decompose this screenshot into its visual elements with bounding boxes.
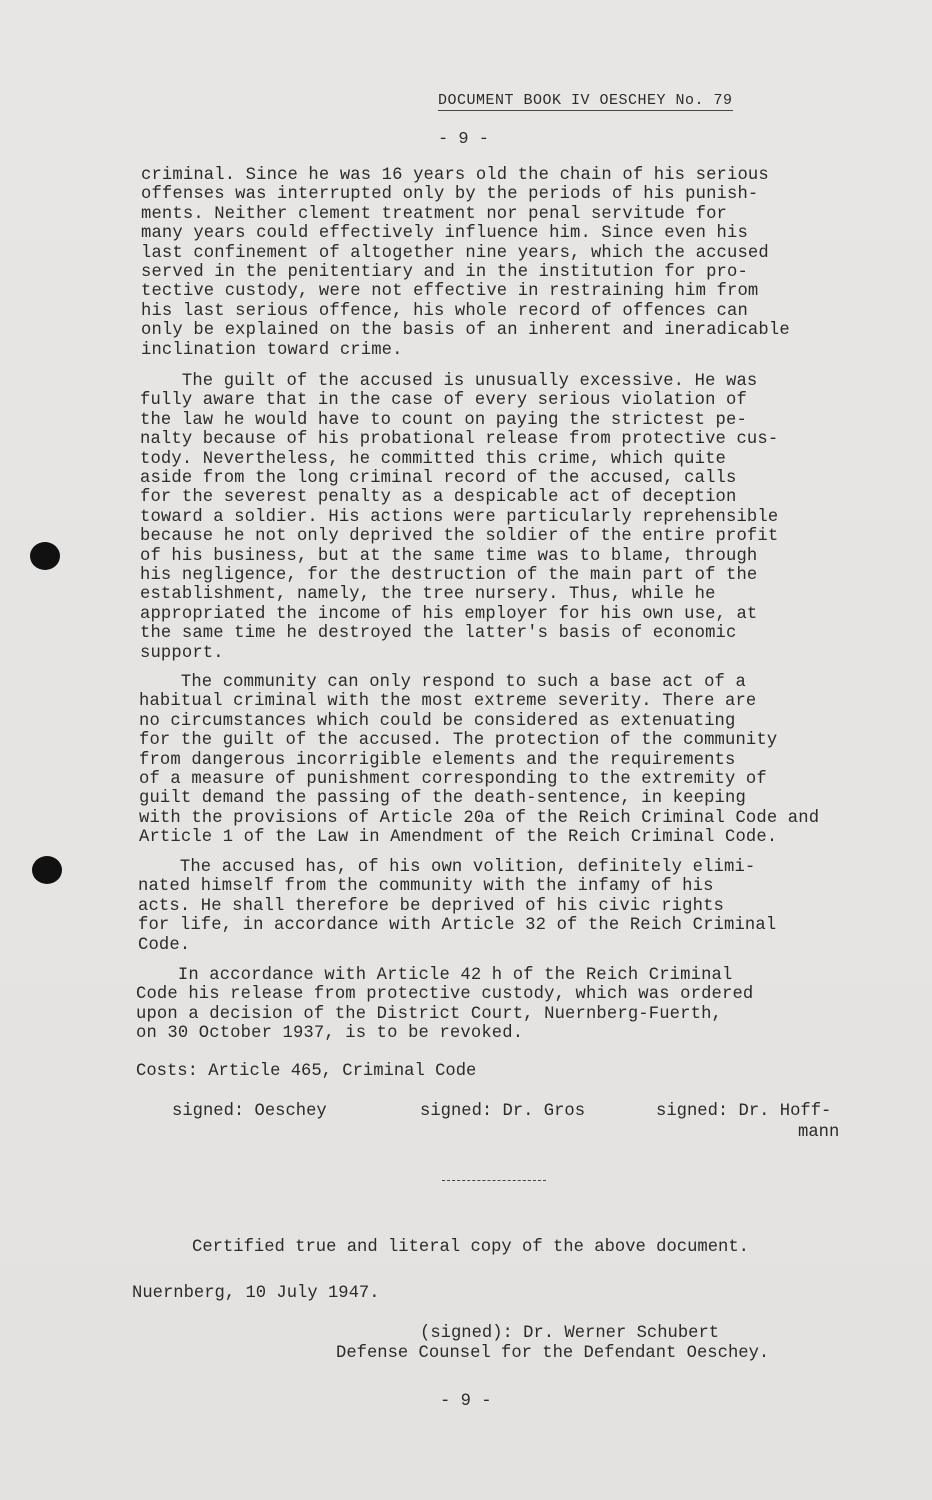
paragraph-3: The community can only respond to such a base act of a habitual criminal with the most extreme severity. There are no circumstances which could be considered as extenuating for the guilt of the accused. The protection of the community from dangerous incorrigible elements and the requirements of a measure of punishment corresponding to the extremity of guilt demand the passing of the death-sentence, in keeping with the provisions of Article 20a of the Reich Criminal Code and Article 1 of the Law in Amendment of the Reich Criminal Code. [139, 673, 820, 848]
signature-hoffmann-continued: mann [798, 1123, 840, 1142]
place-and-date: Nuernberg, 10 July 1947. [132, 1284, 380, 1303]
certification-statement: Certified true and literal copy of the above document. [192, 1238, 749, 1257]
certifier-role: Defense Counsel for the Defendant Oeschey. [336, 1344, 770, 1363]
certifier-signature: (signed): Dr. Werner Schubert [420, 1324, 720, 1343]
page-number-bottom: - 9 - [440, 1392, 492, 1411]
paragraph-1: criminal. Since he was 16 years old the chain of his serious offenses was interrupted only by the periods of his punish- ments. Neither clement treatment nor penal servitude for many years could effectively influence him. Since even his last confinement of altogether nine years, which the accused served in the penitentiary and in the institution for pro- tective custody, were not effective in restraining him from his last serious offence, his whole record of offences can only be explained on the basis of an inherent and ineradicable inclination toward crime. [141, 166, 790, 360]
signature-hoffmann: signed: Dr. Hoff- [656, 1102, 832, 1121]
signature-gros: signed: Dr. Gros [420, 1102, 586, 1121]
section-divider [442, 1180, 546, 1181]
punch-hole-icon [32, 856, 62, 884]
paragraph-2: The guilt of the accused is unusually excessive. He was fully aware that in the case of every serious violation of the law he would have to count on paying the strictest pe- nalty because of his probational release from protective cus- tody. Nevertheless, he committed this crime, which quite aside from the long criminal record of the accused, calls for the severest penalty as a despicable act of deception toward a soldier. His actions were particularly reprehensible because he not only deprived the soldier of the entire profit of his business, but at the same time was to blame, through his negligence, for the destruction of the main part of the establishment, namely, the tree nursery. Thus, while he appropriated the income of his employer for his own use, at the same time he destroyed the latter's basis of economic support. [140, 372, 779, 663]
page-number-top: - 9 - [438, 130, 490, 149]
paragraph-4: The accused has, of his own volition, definitely elimi- nated himself from the community with the infamy of his acts. He shall therefore be deprived of his civic rights for life, in accordance with Article 32 of the Reich Criminal Code. [138, 858, 777, 955]
costs-line: Costs: Article 465, Criminal Code [136, 1062, 477, 1081]
document-book-header: DOCUMENT BOOK IV OESCHEY No. 79 [438, 92, 733, 109]
paragraph-5: In accordance with Article 42 h of the Reich Criminal Code his release from protective custody, which was ordered upon a decision of the District Court, Nuernberg-Fuerth, on 30 October 1937, is to be revoked. [136, 966, 754, 1044]
punch-hole-icon [30, 542, 60, 570]
signature-oeschey: signed: Oeschey [172, 1102, 327, 1121]
